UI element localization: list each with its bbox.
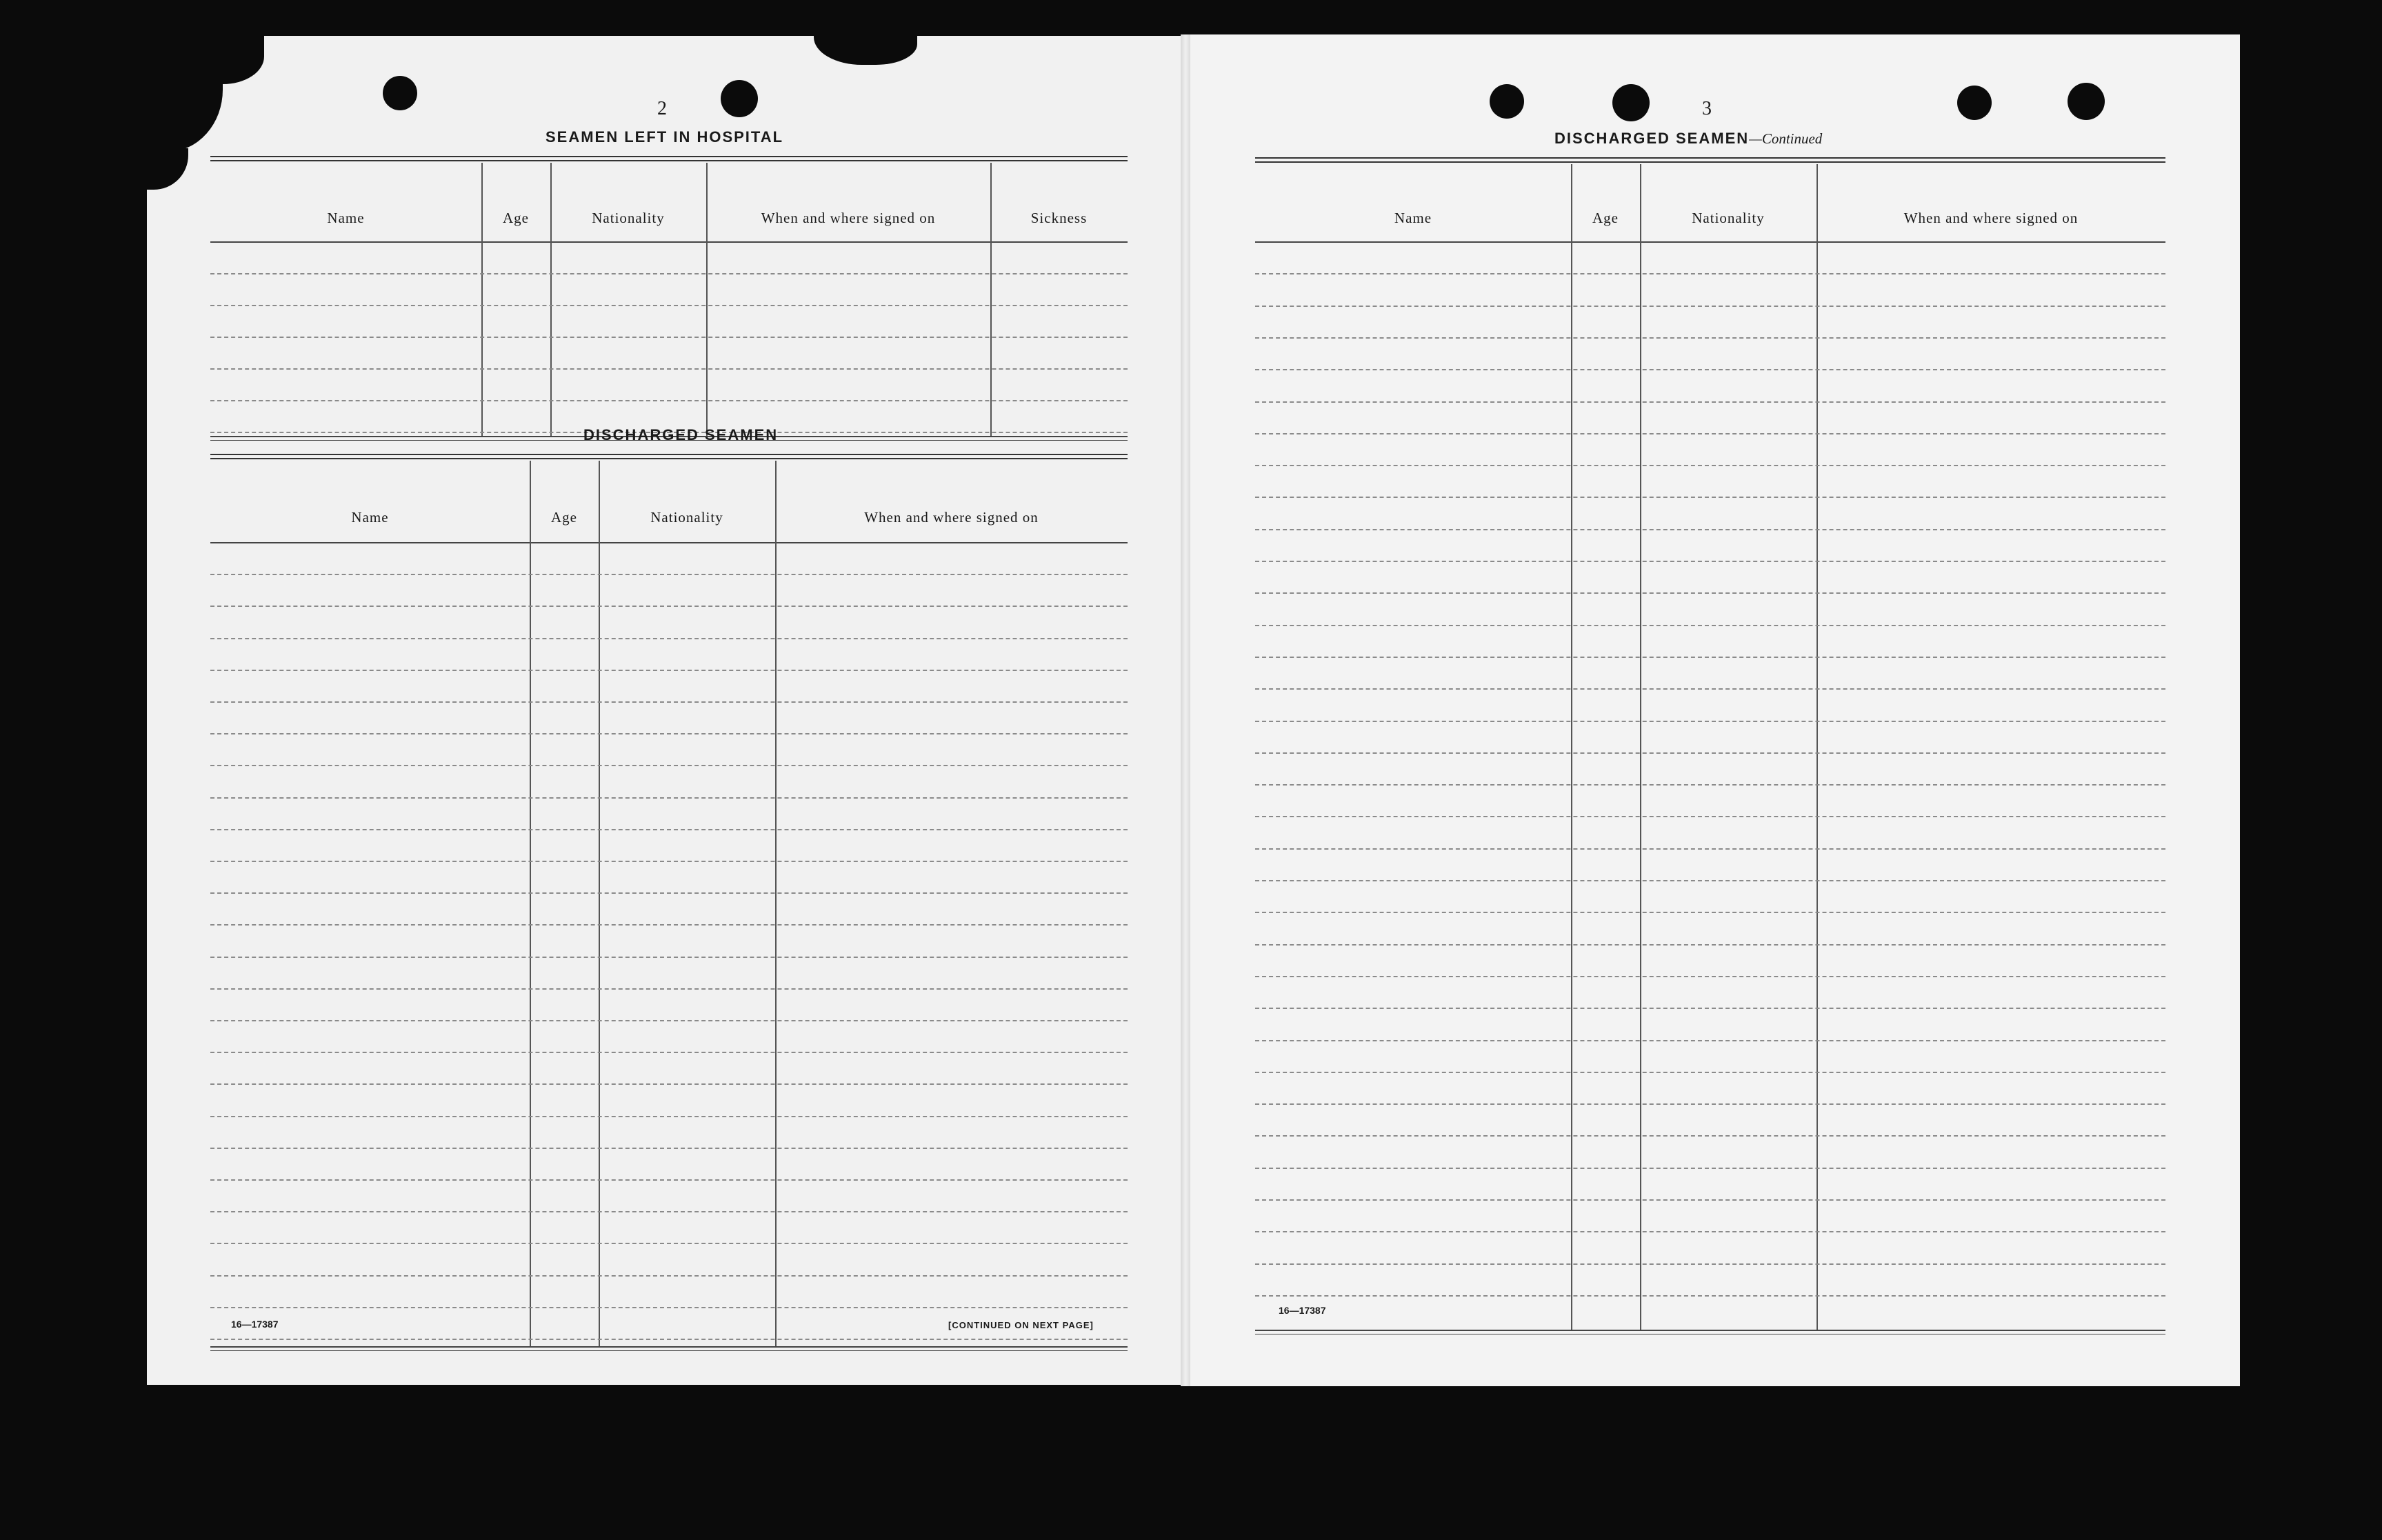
table-row-rule bbox=[210, 574, 1128, 575]
section-title-text: DISCHARGED SEAMEN bbox=[1554, 130, 1750, 147]
table-row-rule bbox=[1255, 912, 2165, 913]
table-row-rule bbox=[210, 765, 1128, 766]
table-row-rule bbox=[210, 1052, 1128, 1053]
column-header-nationality: Nationality bbox=[592, 210, 665, 226]
table-row-rule bbox=[210, 1116, 1128, 1117]
discharged-section-title: DISCHARGED SEAMEN bbox=[583, 426, 779, 443]
table-row-rule bbox=[210, 305, 1128, 306]
table-top-rule bbox=[210, 458, 1128, 459]
table-row-rule bbox=[1255, 273, 2165, 274]
column-rule bbox=[481, 163, 483, 436]
table-row-rule bbox=[1255, 657, 2165, 658]
table-row-rule bbox=[1255, 880, 2165, 881]
table-row-rule bbox=[1255, 752, 2165, 754]
continued-note: [CONTINUED ON NEXT PAGE] bbox=[948, 1320, 1094, 1330]
table-row-rule bbox=[1255, 1008, 2165, 1009]
table-row-rule bbox=[1255, 306, 2165, 307]
table-row-rule bbox=[210, 1148, 1128, 1149]
column-header-age: Age bbox=[503, 210, 529, 226]
column-rule bbox=[775, 461, 777, 1346]
table-row-rule bbox=[1255, 1263, 2165, 1265]
table-row-rule bbox=[1255, 1199, 2165, 1201]
section-title-suffix: —Continued bbox=[1749, 130, 1823, 147]
form-code: 16—17387 bbox=[231, 1319, 279, 1330]
table-bottom-rule bbox=[1255, 1330, 2165, 1331]
table-bottom-rule bbox=[210, 1350, 1128, 1351]
table-row-rule bbox=[210, 957, 1128, 958]
table-row-rule bbox=[1255, 688, 2165, 690]
table-row-rule bbox=[1255, 561, 2165, 562]
right-page bbox=[1185, 34, 2240, 1386]
table-top-rule bbox=[210, 156, 1128, 157]
table-row-rule bbox=[1255, 1072, 2165, 1073]
table-top-rule bbox=[210, 160, 1128, 161]
column-rule bbox=[1571, 164, 1572, 1330]
table-row-rule bbox=[210, 733, 1128, 734]
column-header-signed-on: When and where signed on bbox=[761, 210, 936, 226]
table-row-rule bbox=[1255, 369, 2165, 370]
table-row-rule bbox=[1255, 1103, 2165, 1105]
form-code: 16—17387 bbox=[1279, 1305, 1326, 1316]
torn-edge bbox=[147, 36, 264, 84]
table-row-rule bbox=[1255, 401, 2165, 403]
punch-hole bbox=[383, 76, 417, 110]
column-header-nationality: Nationality bbox=[1692, 210, 1765, 226]
table-row-rule bbox=[1255, 976, 2165, 977]
table-row-rule bbox=[210, 368, 1128, 370]
table-row-rule bbox=[210, 829, 1128, 830]
table-row-rule bbox=[1255, 1231, 2165, 1232]
table-row-rule bbox=[210, 1179, 1128, 1181]
punch-hole bbox=[1490, 84, 1524, 119]
punch-hole bbox=[2068, 83, 2105, 120]
table-row-rule bbox=[210, 1275, 1128, 1277]
table-row-rule bbox=[1255, 944, 2165, 946]
table-row-rule bbox=[210, 1307, 1128, 1308]
column-rule bbox=[706, 163, 708, 436]
table-row-rule bbox=[210, 638, 1128, 639]
table-row-rule bbox=[1255, 721, 2165, 722]
table-row-rule bbox=[1255, 529, 2165, 530]
header-rule bbox=[210, 542, 1128, 543]
table-top-rule bbox=[1255, 157, 2165, 159]
table-top-rule bbox=[210, 454, 1128, 455]
column-rule bbox=[599, 461, 600, 1346]
table-row-rule bbox=[210, 1243, 1128, 1244]
table-row-rule bbox=[1255, 1040, 2165, 1041]
table-row-rule bbox=[210, 797, 1128, 799]
table-row-rule bbox=[1255, 1135, 2165, 1137]
page-number: 2 bbox=[657, 98, 667, 119]
table-row-rule bbox=[210, 400, 1128, 401]
table-row-rule bbox=[210, 606, 1128, 607]
column-header-name: Name bbox=[327, 210, 365, 226]
table-bottom-rule bbox=[210, 1346, 1128, 1348]
column-rule bbox=[990, 163, 992, 436]
discharged-continued-title bbox=[1554, 130, 1822, 148]
column-header-age: Age bbox=[551, 509, 577, 526]
left-page bbox=[147, 36, 1195, 1385]
table-row-rule bbox=[1255, 625, 2165, 626]
table-row-rule bbox=[210, 701, 1128, 703]
column-rule bbox=[1816, 164, 1818, 1330]
header-rule bbox=[1255, 241, 2165, 243]
table-row-rule bbox=[210, 892, 1128, 894]
table-row-rule bbox=[210, 924, 1128, 926]
hospital-table bbox=[210, 156, 1128, 446]
discharged-table bbox=[210, 454, 1128, 1350]
table-row-rule bbox=[210, 670, 1128, 671]
table-row-rule bbox=[210, 337, 1128, 338]
column-header-name: Name bbox=[1394, 210, 1432, 226]
table-row-rule bbox=[1255, 465, 2165, 466]
table-row-rule bbox=[210, 273, 1128, 274]
table-row-rule bbox=[1255, 592, 2165, 594]
page-fold bbox=[1181, 34, 1190, 1386]
table-row-rule bbox=[1255, 848, 2165, 850]
table-row-rule bbox=[1255, 1168, 2165, 1169]
column-rule bbox=[550, 163, 552, 436]
table-row-rule bbox=[1255, 784, 2165, 786]
column-header-name: Name bbox=[351, 509, 389, 526]
page-number: 3 bbox=[1702, 98, 1712, 119]
hospital-section-title: SEAMEN LEFT IN HOSPITAL bbox=[546, 128, 784, 146]
table-row-rule bbox=[210, 861, 1128, 862]
column-header-sickness: Sickness bbox=[1030, 210, 1088, 226]
table-row-rule bbox=[210, 1211, 1128, 1212]
table-top-rule bbox=[1255, 161, 2165, 163]
column-header-signed-on: When and where signed on bbox=[1903, 210, 2079, 226]
punch-hole bbox=[1612, 84, 1650, 121]
table-row-rule bbox=[1255, 1295, 2165, 1297]
punch-hole bbox=[1957, 86, 1992, 120]
column-header-nationality: Nationality bbox=[650, 509, 723, 526]
column-header-age: Age bbox=[1592, 210, 1619, 226]
column-rule bbox=[1640, 164, 1641, 1330]
column-rule bbox=[530, 461, 531, 1346]
table-row-rule bbox=[1255, 337, 2165, 339]
table-row-rule bbox=[1255, 433, 2165, 434]
punch-hole bbox=[721, 80, 758, 117]
table-row-rule bbox=[210, 1020, 1128, 1021]
table-row-rule bbox=[210, 1339, 1128, 1340]
table-row-rule bbox=[210, 988, 1128, 990]
table-row-rule bbox=[210, 1083, 1128, 1085]
table-row-rule bbox=[1255, 816, 2165, 817]
table-row-rule bbox=[1255, 497, 2165, 498]
column-header-signed-on: When and where signed on bbox=[864, 509, 1039, 526]
discharged-table-continued bbox=[1255, 157, 2165, 1337]
